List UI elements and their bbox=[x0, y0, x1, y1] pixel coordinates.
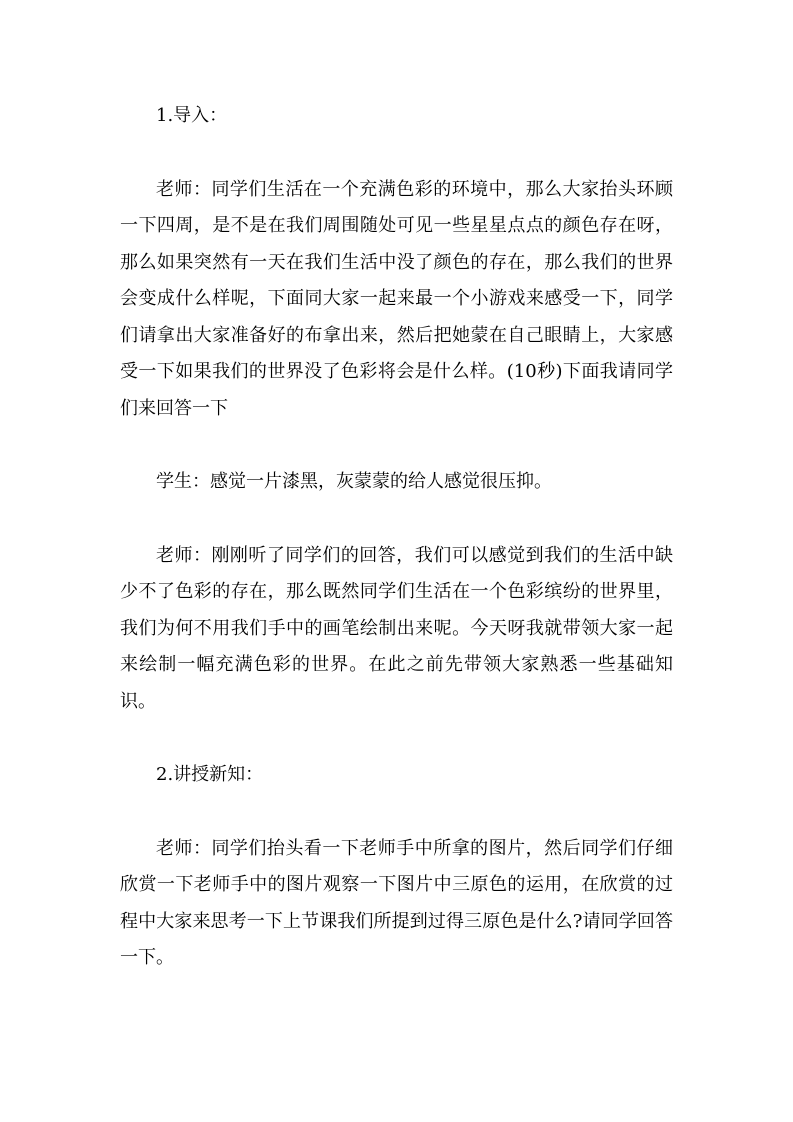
paragraph-gap bbox=[120, 501, 673, 538]
teacher-paragraph-3: 老师：同学们抬头看一下老师手中所拿的图片，然后同学们仔细欣赏一下老师手中的图片观察一下图片中三原色的运用，在欣赏的过程中大家来思考一下上节课我们所提到过得三原色是什么?请同学回答一下。 bbox=[120, 837, 673, 968]
paragraph-gap bbox=[120, 720, 673, 757]
section-heading-new-knowledge: 2.讲授新知： bbox=[156, 764, 264, 785]
document-page bbox=[120, 98, 673, 977]
paragraph-gap bbox=[120, 427, 673, 464]
teacher-paragraph-2: 老师：刚刚听了同学们的回答，我们可以感觉到我们的生活中缺少不了色彩的存在，那么既然同学们生活在一个色彩缤纷的世界里，我们为何不用我们手中的画笔绘制出来呢。今天呀我就带领大家一起来绘制一幅充满色彩的世界。在此之前先带领大家熟悉一些基础知识。 bbox=[120, 544, 673, 712]
student-paragraph: 学生：感觉一片漆黑，灰蒙蒙的给人感觉很压抑。 bbox=[156, 471, 552, 492]
paragraph-gap bbox=[120, 794, 673, 831]
paragraph-gap bbox=[120, 135, 673, 172]
teacher-paragraph-1: 老师：同学们生活在一个充满色彩的环境中，那么大家抬头环顾一下四周，是不是在我们周围随处可见一些星星点点的颜色存在呀，那么如果突然有一天在我们生活中没了颜色的存在，那么我们的世界会变成什么样呢，下面同大家一起来最一个小游戏来感受一下，同学们请拿出大家准备好的布拿出来，然后把她蒙在自己眼睛上，大家感受一下如果我们的世界没了色彩将会是什么样。(10秒)下面我请同学们来回答一下 bbox=[120, 178, 673, 419]
section-heading-intro: 1.导入： bbox=[156, 105, 228, 126]
